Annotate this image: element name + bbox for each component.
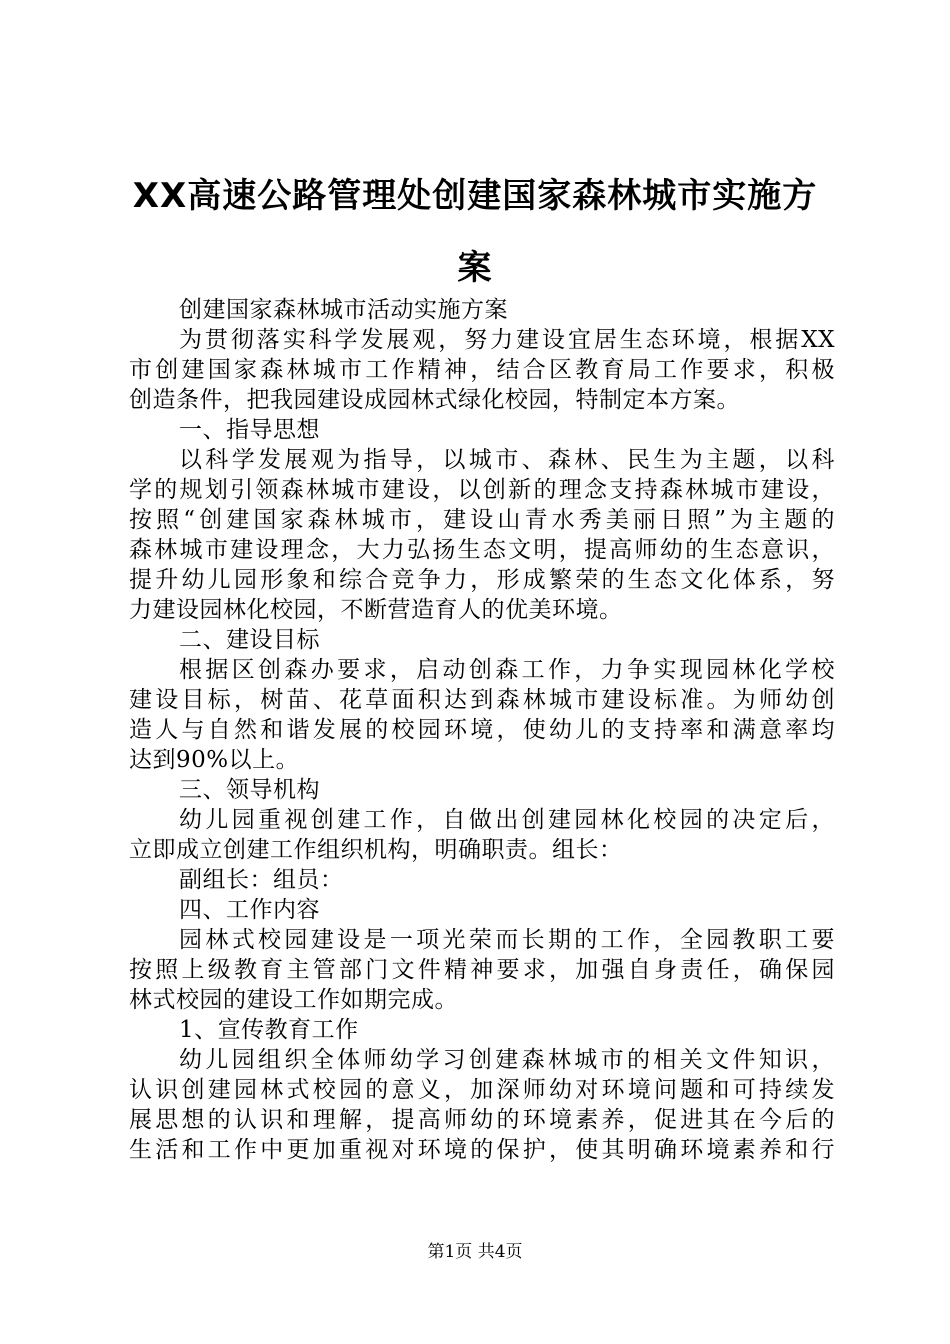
body-text-line: 创造条件，把我园建设成园林式绿化校园，特制定本方案。 <box>129 387 740 413</box>
body-text-line: 按照“创建国家森林城市，建设山青水秀美丽日照”为主题的 <box>129 507 835 533</box>
body-text-line: 生活和工作中更加重视对环境的保护，使其明确环境素养和行 <box>129 1137 835 1163</box>
body-text-line: 根据区创森办要求，启动创森工作，力争实现园林化学校 <box>179 657 835 683</box>
body-text-line: 建设目标，树苗、花草面积达到森林城市建设标准。为师幼创 <box>129 687 835 713</box>
page-footer <box>0 1240 950 1264</box>
body-text-line: 提升幼儿园形象和综合竞争力，形成繁荣的生态文化体系，努 <box>129 567 835 593</box>
body-text-line: 以科学发展观为指导，以城市、森林、民生为主题，以科 <box>179 447 835 473</box>
body-text-line: 幼儿园组织全体师幼学习创建森林城市的相关文件知识， <box>179 1047 835 1073</box>
body-text-line: 森林城市建设理念，大力弘扬生态文明，提高师幼的生态意识， <box>129 537 835 563</box>
body-text-line: 幼儿园重视创建工作，自做出创建园林化校园的决定后， <box>179 807 835 833</box>
body-text-line: 四、工作内容 <box>179 897 320 923</box>
document-title-line1: XX高速公路管理处创建国家森林城市实施方 <box>132 176 818 216</box>
body-text-line: 副组长：组员： <box>179 867 344 893</box>
body-text-line: 三、领导机构 <box>179 777 320 803</box>
document-title <box>120 160 830 304</box>
body-text-line: 造人与自然和谐发展的校园环境，使幼儿的支持率和满意率均 <box>129 717 835 743</box>
body-text-line: 园林式校园建设是一项光荣而长期的工作，全园教职工要 <box>179 927 835 953</box>
body-text-line: 达到90%以上。 <box>129 747 300 773</box>
body-text-line: 二、建设目标 <box>179 627 320 653</box>
body-text-line: 按照上级教育主管部门文件精神要求，加强自身责任，确保园 <box>129 957 835 983</box>
body-text-line: 立即成立创建工作组织机构，明确职责。组长： <box>129 837 623 863</box>
body-text-line: 为贯彻落实科学发展观，努力建设宜居生态环境，根据XX <box>179 327 835 353</box>
body-text-line: 展思想的认识和理解，提高师幼的环境素养，促进其在今后的 <box>129 1107 835 1133</box>
body-text-line: 认识创建园林式校园的意义，加深师幼对环境问题和可持续发 <box>129 1077 835 1103</box>
body-text-line: 市创建国家森林城市工作精神，结合区教育局工作要求，积极 <box>129 357 835 383</box>
body-text-line: 1、宣传教育工作 <box>179 1017 359 1043</box>
page-number-label: 第1页 共4页 <box>427 1242 523 1262</box>
body-text-line: 学的规划引领森林城市建设，以创新的理念支持森林城市建设， <box>129 477 835 503</box>
document-body <box>129 295 835 1165</box>
body-text-line: 力建设园林化校园，不断营造育人的优美环境。 <box>129 597 623 623</box>
body-text-line: 林式校园的建设工作如期完成。 <box>129 987 458 1013</box>
body-text-line: 创建国家森林城市活动实施方案 <box>179 297 508 323</box>
document-title-line2: 案 <box>457 248 493 288</box>
body-text-line: 一、指导思想 <box>179 417 320 443</box>
